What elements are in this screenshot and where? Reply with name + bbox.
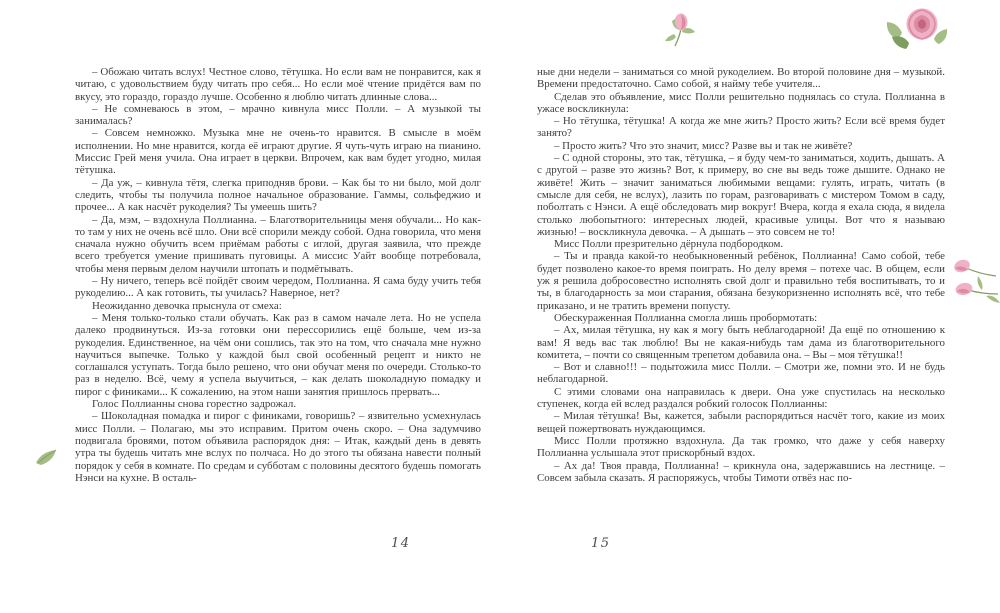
rosebud-icon <box>662 12 700 48</box>
leaf-icon <box>34 448 60 468</box>
paragraph: – Меня только-только стали обучать. Как раз в самом начале лета. Но не успела далеко продвинуться. Из-за готовки они перессорились ещё больше, чем из-за рукоделия. Единственное, на чём они сошлись, так это на том, что сначала мне нужно научиться выпечке. Только у каждой был свой особенный рецепт и никто не соглашался уступать. Тогда было решено, что они обучат меня по очереди. Столько-то раз в неделю. Всё, чему я успела выучиться, – как делать шоколадную помадку и пирог с финиками... К сожалению, на этом наши занятия пришлось прервать... <box>75 311 481 398</box>
paragraph: Мисс Полли протяжно вздохнула. Да так громко, что даже у себя наверху Поллианна услышала этот прискорбный вздох. <box>537 434 945 460</box>
paragraph: – Ну ничего, теперь всё пойдёт своим чередом, Поллианна. Я сама буду учить тебя рукоделию... А как готовить, ты училась? Наверное, нет? <box>75 275 481 300</box>
rose-icon <box>884 3 950 51</box>
rosebuds-icon <box>952 256 1000 310</box>
left-page-text <box>75 66 481 484</box>
right-page-number: 15 <box>591 536 611 551</box>
paragraph: Обескураженная Поллианна смогла лишь пробормотать: <box>554 311 818 324</box>
paragraph: Сделав это объявление, мисс Полли решительно поднялась со стула. Поллианна в ужасе воскликнула: <box>537 90 945 115</box>
paragraph: – Ах, милая тётушка, ну как я могу быть неблагодарной! Да ещё по отношению к вам! Я ведь вас так люблю! Вы не какая-нибудь там дама из благотворительного комитета, – почти со священным трепетом добавила она. – Вы – моя тётушка!! <box>537 324 945 361</box>
left-page-number: 14 <box>391 536 411 551</box>
paragraph: Голос Поллианны снова горестно задрожал. <box>92 398 297 411</box>
paragraph: – Вот и славно!!! – подытожила мисс Полли. – Смотри же, помни это. И не будь неблагодарной. <box>537 361 945 386</box>
paragraph: – Но тётушка, тётушка! А когда же мне жить? Просто жить? Если всё время будет занято? <box>537 115 945 140</box>
paragraph: – Да, мэм, – вздохнула Поллианна. – Благотворительницы меня обучали... Но как-то там у них не очень всё шло. Они всё спорили между собой. Одна говорила, что меня сначала нужно обучить всем приёмам работы с иглой, другая заявила, что прежде всего требуется умение пришивать пуговицы. А миссис Уайт вообще потребовала, чтобы меня первым делом научили штопать и подмётывать. <box>75 213 481 275</box>
paragraph: – Милая тётушка! Вы, кажется, забыли распорядиться насчёт того, какие из моих вещей пожертвовать нуждающимся. <box>537 410 945 435</box>
paragraph: – Шоколадная помадка и пирог с финиками, говоришь? – язвительно усмехнулась мисс Полли. – Полагаю, мы это исправим. Притом очень скоро. – Она задумчиво подвигала бровями, потом объявила распорядок дня: – Итак, каждый день в девять утра ты будешь читать мне вслух по полчаса. Но до этого ты обязана навести полный порядок у себя в комнате. По средам и субботам с половины десятого будешь помогать Нэнси на кухне. В осталь- <box>75 410 481 484</box>
paragraph: – Обожаю читать вслух! Честное слово, тётушка. Но если вам не понравится, как я читаю, с удовольствием буду читать про себя... Но если моё чтение придётся вам по вкусу, это гораздо, гораздо лучше. Особенно я люблю читать длинные слова... <box>75 66 481 103</box>
paragraph: – С одной стороны, это так, тётушка, – я буду чем-то заниматься, ходить, дышать. А с другой – разве это жизнь? Вот, к примеру, во сне вы ведь тоже дышите. Однако не живёте! Жить – значит заниматься любимыми вещами: гулять, играть, читать (в смысле для себя, не вслух), лазить по горам, разговаривать с мистером Томом в саду, поболтать с Нэнси. А ещё обследовать мир вокруг! Вчера, когда я ехала сюда, я видела столько любопытного: интересных людей, красивые улицы. Вот что я называю жизнью! – воскликнула девочка. – А дышать – это совсем не то! <box>537 152 945 238</box>
paragraph: ные дни недели – заниматься со мной рукоделием. Во второй половине дня – музыкой. Времени предостаточно. Само собой, я найму тебе учителя... <box>537 66 945 91</box>
paragraph: – Ты и правда какой-то необыкновенный ребёнок, Поллианна! Само собой, тебе будет позволено какое-то время поиграть. Но делу время – потехе час. В общем, если уж я решила добросовестно исполнять свой долг и правильно тебя воспитывать, то и ты, в благодарность за мои старания, обязана безукоризненно исполнять всё, что тебе приказано, и не тратить времени попусту. <box>537 250 945 312</box>
paragraph: Неожиданно девочка прыснула от смеха: <box>92 299 282 312</box>
paragraph: – Совсем немножко. Музыка мне не очень-то нравится. В смысле в моём исполнении. Но мне нравится, когда её играют другие. Я чуть-чуть играю на пианино. Миссис Грей меня учила. Она играет в церкви. Впрочем, как вам будет угодно, милая тётушка. <box>75 127 481 177</box>
paragraph: – Не сомневаюсь в этом, – мрачно кивнула мисс Полли. – А музыкой ты занималась? <box>75 102 481 128</box>
right-page-text <box>537 66 945 484</box>
paragraph: – Ах да! Твоя правда, Поллианна! – крикнула она, задержавшись на лестнице. – Совсем забыла сказать. Я распоряжусь, чтобы Тимоти отвёз нас по- <box>537 459 945 484</box>
paragraph: С этими словами она направилась к двери. Она уже спустилась на несколько ступенек, когда ей вслед раздался робкий голосок Поллианны: <box>537 385 945 411</box>
paragraph: – Просто жить? Что это значит, мисс? Разве вы и так не живёте? <box>554 139 853 152</box>
paragraph: Мисс Полли презрительно дёрнула подбородком. <box>554 238 784 251</box>
paragraph: – Да уж, – кивнула тётя, слегка приподняв брови. – Как бы то ни было, мой долг следить, чтобы ты получила полное начальное образование. Гаммы, сольфеджио и прочее... А как насчёт рукоделия? Ты умеешь шить? <box>75 176 481 214</box>
